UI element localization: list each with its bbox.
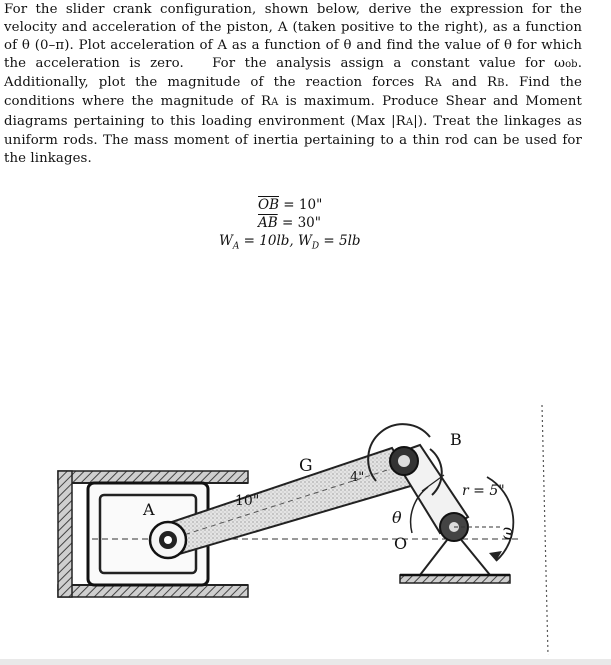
omega-subscript-ob: ob bbox=[565, 59, 578, 71]
problem-sentence-2: For the analysis assign a constant value for ω bbox=[212, 56, 566, 72]
subscript-a-2: A bbox=[271, 97, 279, 109]
wd-symbol: W bbox=[298, 233, 312, 249]
problem-and-rb: and R bbox=[441, 75, 498, 91]
subscript-a-1: A bbox=[434, 78, 442, 90]
problem-sentence-6: |). Treat the linkages as uniform rods. The mass moment of inertia pertaining to a thin rod can be used for the linkages. bbox=[4, 113, 583, 166]
label-theta: θ bbox=[392, 508, 402, 527]
label-a: A bbox=[143, 500, 155, 519]
problem-statement bbox=[4, 1, 582, 168]
pin-b bbox=[390, 447, 418, 475]
label-radius: r = 5" bbox=[462, 483, 505, 499]
cylinder-bottom-wall bbox=[58, 585, 248, 597]
wa-value: = 10lb, bbox=[239, 233, 299, 249]
label-g: G bbox=[299, 456, 313, 476]
wa-subscript: A bbox=[232, 241, 240, 252]
label-4-inch: 4" bbox=[350, 470, 365, 485]
problem-sentence-4: . Find the conditions where the magnitude of R bbox=[4, 75, 582, 110]
label-b: B bbox=[450, 430, 462, 449]
given-weights bbox=[219, 233, 361, 252]
given-ob bbox=[258, 197, 322, 213]
cylinder-end-wall bbox=[58, 471, 72, 597]
page-bottom-strip bbox=[0, 659, 611, 665]
ab-symbol: $\overline{AB}$ bbox=[258, 215, 278, 231]
problem-sentence-5: is maximum. Produce Shear and Moment diagrams pertaining to this loading environment (Max |R bbox=[4, 94, 582, 129]
ab-value: = 30" bbox=[277, 215, 321, 231]
subscript-b: B bbox=[497, 78, 505, 90]
page-edge-mark bbox=[542, 405, 548, 655]
wd-value: = 5lb bbox=[319, 233, 361, 249]
ob-value: = 10" bbox=[279, 197, 323, 213]
label-10-inch: 10" bbox=[235, 493, 260, 509]
pivot-o bbox=[400, 513, 510, 583]
given-ab bbox=[258, 215, 321, 231]
slider-crank-diagram bbox=[0, 385, 611, 665]
label-omega: ω bbox=[497, 526, 516, 540]
problem-sentence-3: . Additionally, plot the magnitude of the reaction forces R bbox=[4, 56, 583, 91]
problem-sentence-1: For the slider crank configuration, shown below, derive the expression for the velocity and acceleration of the piston, A (taken positive to the right), as a function of θ (0–π). Plot acceleration of A as a function of θ and find the value of θ for which the acceleration is zero. bbox=[4, 2, 582, 72]
subscript-a-3: A bbox=[405, 116, 414, 128]
wd-subscript: D bbox=[311, 241, 320, 252]
ob-symbol: $\overline{OB}$ bbox=[258, 197, 279, 213]
label-o: O bbox=[394, 534, 408, 553]
cylinder-top-wall bbox=[58, 471, 248, 483]
pin-a bbox=[150, 522, 186, 558]
wa-symbol: W bbox=[219, 233, 233, 249]
